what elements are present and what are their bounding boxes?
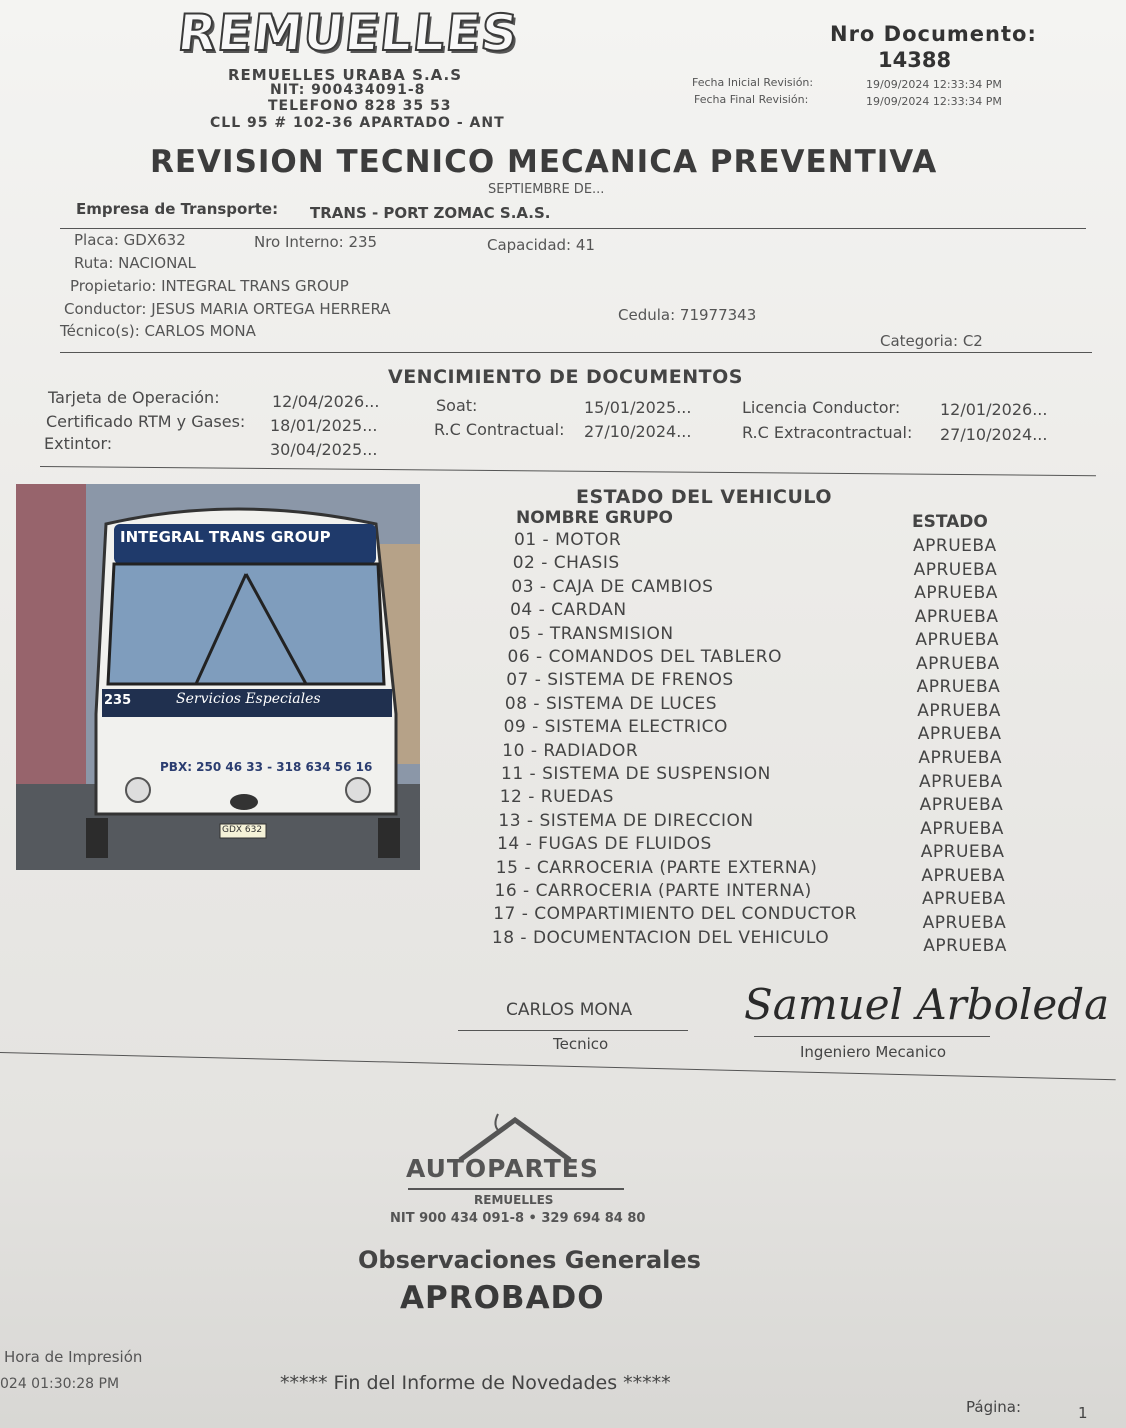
estado-item-status: APRUEBA xyxy=(914,606,999,627)
estado-item-name: 13 - SISTEMA DE DIRECCION xyxy=(498,810,754,831)
bus-phone: PBX: 250 46 33 - 318 634 56 16 xyxy=(160,760,373,774)
company-name: REMUELLES URABA S.A.S xyxy=(228,66,463,84)
capacidad-field: Capacidad: 41 xyxy=(487,236,595,254)
divider xyxy=(0,1052,1116,1080)
rc-extra-label: R.C Extracontractual: xyxy=(742,423,913,442)
fecha-inicial-value: 19/09/2024 12:33:34 PM xyxy=(866,78,1002,91)
estado-item-status: APRUEBA xyxy=(920,842,1005,863)
ruta-field: Ruta: NACIONAL xyxy=(74,254,196,272)
ingeniero-signature: Samuel Arboleda xyxy=(744,980,1110,1029)
estado-item-status: APRUEBA xyxy=(917,700,1001,721)
estado-item-status: APRUEBA xyxy=(913,536,997,556)
tecnicos-field: Técnico(s): CARLOS MONA xyxy=(60,322,256,340)
tarjeta-value: 12/04/2026... xyxy=(272,392,380,411)
col-nombre-grupo: NOMBRE GRUPO xyxy=(516,508,673,528)
empresa-label: Empresa de Transporte: xyxy=(76,200,279,218)
fecha-final-value: 19/09/2024 12:33:34 PM xyxy=(866,95,1002,108)
soat-label: Soat: xyxy=(436,396,478,415)
licencia-value: 12/01/2026... xyxy=(940,400,1048,419)
estado-item-name: 01 - MOTOR xyxy=(514,530,622,550)
tecnico-signature-line xyxy=(458,1030,688,1031)
pagina-label: Página: xyxy=(966,1398,1022,1416)
page-subtitle: SEPTIEMBRE DE... xyxy=(488,182,605,197)
hora-impresion-label: Hora de Impresión xyxy=(4,1348,143,1366)
estado-item-name: 03 - CAJA DE CAMBIOS xyxy=(511,576,714,597)
estado-item-name: 09 - SISTEMA ELECTRICO xyxy=(503,717,728,738)
estado-item-name: 08 - SISTEMA DE LUCES xyxy=(504,693,718,714)
estado-item-name: 14 - FUGAS DE FLUIDOS xyxy=(497,834,712,855)
divider xyxy=(60,352,1092,353)
estado-item-status: APRUEBA xyxy=(914,583,998,604)
estado-item-name: 18 - DOCUMENTACION DEL VEHICULO xyxy=(491,927,830,948)
extintor-label: Extintor: xyxy=(44,434,113,453)
estado-item-name: 07 - SISTEMA DE FRENOS xyxy=(506,670,734,691)
page-title: REVISION TECNICO MECANICA PREVENTIVA xyxy=(150,144,938,180)
estado-item-name: 15 - CARROCERIA (PARTE EXTERNA) xyxy=(495,857,818,878)
fin-informe: ***** Fin del Informe de Novedades ***** xyxy=(280,1372,671,1394)
observaciones-title: Observaciones Generales xyxy=(358,1246,701,1274)
soat-value: 15/01/2025... xyxy=(584,398,692,417)
stamp-brand: AUTOPARTES xyxy=(406,1154,599,1183)
company-phone: TELEFONO 828 35 53 xyxy=(268,98,452,114)
placa-field: Placa: GDX632 xyxy=(74,231,186,249)
estado-item-name: 10 - RADIADOR xyxy=(502,740,639,761)
company-nit: NIT: 900434091-8 xyxy=(270,82,426,98)
estado-item-name: 02 - CHASIS xyxy=(512,553,620,574)
pagina-value: 1 xyxy=(1078,1404,1088,1422)
stamp-sub: REMUELLES xyxy=(474,1193,554,1207)
fecha-final-label: Fecha Final Revisión: xyxy=(694,93,809,106)
rc-contractual-label: R.C Contractual: xyxy=(434,420,565,439)
estado-item-status: APRUEBA xyxy=(918,747,1003,768)
rtm-label: Certificado RTM y Gases: xyxy=(46,412,246,431)
estado-item-status: APRUEBA xyxy=(915,630,1000,651)
observaciones-value: APROBADO xyxy=(400,1280,605,1316)
extintor-value: 30/04/2025... xyxy=(270,440,378,459)
estado-item-status: APRUEBA xyxy=(919,771,1003,792)
estado-item-status: APRUEBA xyxy=(916,677,1001,698)
estado-item-name: 17 - COMPARTIMIENTO DEL CONDUCTOR xyxy=(493,904,857,925)
remuelles-logo: REMUELLES xyxy=(174,4,522,62)
estado-item-status: APRUEBA xyxy=(923,936,1007,957)
rc-contractual-value: 27/10/2024... xyxy=(584,422,692,441)
doc-number-label: Nro Documento: xyxy=(830,22,1037,46)
categoria-field: Categoria: C2 xyxy=(880,332,983,350)
divider xyxy=(40,466,1096,476)
doc-number: 14388 xyxy=(878,48,952,72)
vehicle-photo xyxy=(16,484,420,870)
estado-item-status: APRUEBA xyxy=(922,889,1006,910)
ingeniero-role: Ingeniero Mecanico xyxy=(800,1043,947,1061)
estado-item-status: APRUEBA xyxy=(922,912,1007,933)
estado-item-name: 12 - RUEDAS xyxy=(499,787,614,808)
conductor-field: Conductor: JESUS MARIA ORTEGA HERRERA xyxy=(64,300,391,318)
licencia-label: Licencia Conductor: xyxy=(742,398,901,417)
estado-item-status: APRUEBA xyxy=(916,653,1000,674)
estado-item-name: 16 - CARROCERIA (PARTE INTERNA) xyxy=(494,881,812,901)
estado-item-name: 06 - COMANDOS DEL TABLERO xyxy=(507,647,782,667)
fecha-inicial-label: Fecha Inicial Revisión: xyxy=(692,76,814,89)
vencimiento-title: VENCIMIENTO DE DOCUMENTOS xyxy=(388,366,743,388)
bus-number: 235 xyxy=(104,693,132,708)
bus-banner-text: INTEGRAL TRANS GROUP xyxy=(120,528,331,546)
bus-plate: GDX 632 xyxy=(222,825,263,835)
col-estado: ESTADO xyxy=(912,512,988,532)
estado-item-status: APRUEBA xyxy=(917,724,1002,745)
estado-item-status: APRUEBA xyxy=(913,559,998,580)
rc-extra-value: 27/10/2024... xyxy=(940,425,1048,444)
estado-title: ESTADO DEL VEHICULO xyxy=(576,486,832,508)
divider xyxy=(60,228,1086,229)
estado-item-status: APRUEBA xyxy=(919,795,1004,816)
estado-item-name: 04 - CARDAN xyxy=(510,600,627,621)
propietario-field: Propietario: INTEGRAL TRANS GROUP xyxy=(70,277,349,295)
cedula-field: Cedula: 71977343 xyxy=(618,306,757,324)
empresa-value: TRANS - PORT ZOMAC S.A.S. xyxy=(310,204,551,222)
stamp-underline xyxy=(408,1188,624,1190)
rtm-value: 18/01/2025... xyxy=(270,416,378,435)
stamp-contact: NIT 900 434 091-8 • 329 694 84 80 xyxy=(390,1211,646,1226)
estado-item-status: APRUEBA xyxy=(921,865,1006,886)
estado-item-name: 11 - SISTEMA DE SUSPENSION xyxy=(501,764,771,784)
nro-interno-field: Nro Interno: 235 xyxy=(254,233,378,251)
hora-impresion-value: 024 01:30:28 PM xyxy=(0,1376,120,1392)
tarjeta-label: Tarjeta de Operación: xyxy=(48,388,220,407)
bus-side-text: Servicios Especiales xyxy=(176,691,321,707)
tecnico-role: Tecnico xyxy=(553,1035,609,1053)
estado-item-name: 05 - TRANSMISION xyxy=(508,623,674,644)
company-address: CLL 95 # 102-36 APARTADO - ANT xyxy=(210,115,505,131)
estado-item-status: APRUEBA xyxy=(920,818,1004,839)
tecnico-name: CARLOS MONA xyxy=(506,1000,633,1020)
ingeniero-signature-line xyxy=(754,1036,990,1037)
